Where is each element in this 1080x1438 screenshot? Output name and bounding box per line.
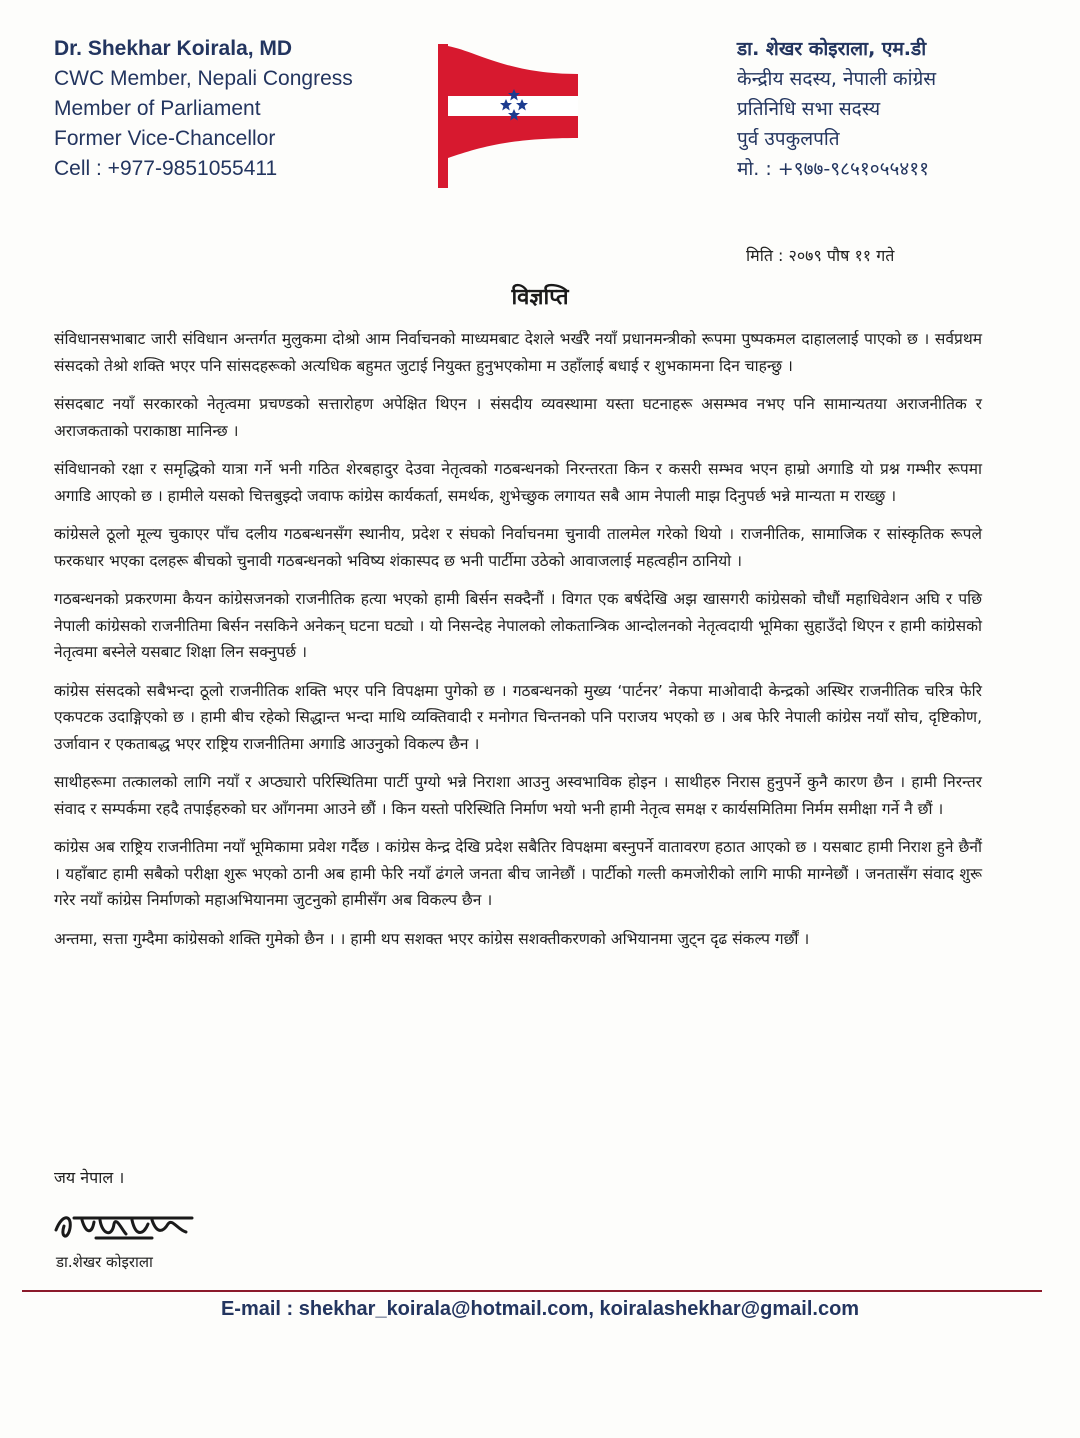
sender-position-en: Member of Parliament [54,97,261,120]
sender-name-en: Dr. Shekhar Koirala, MD [54,37,293,60]
sender-former-en: Former Vice-Chancellor [54,127,276,150]
handwritten-signature [52,1204,202,1250]
letter-date: मिति : २०७९ पौष ११ गते [746,246,895,265]
sender-role-en: CWC Member, Nepali Congress [54,67,353,90]
paragraph: संसदबाट नयाँ सरकारको नेतृत्वमा प्रचण्डको सत्तारोहण अपेक्षित थिएन । संसदीय व्यवस्थामा यस्ता घटनाहरू असम्भव नभए पनि सामान्यतया अराजनीतिक र अराजकताको पराकाष्ठा मानिन्छ । [54,395,982,440]
paragraph: अन्तमा, सत्ता गुम्दैमा कांग्रेसको शक्ति गुमेको छैन । । हामी थप सशक्त भएर कांग्रेस सशक्तीकरणको अभियानमा जुट्न दृढ संकल्प गर्छौं । [54,929,810,948]
closing-salutation: जय नेपाल । [54,1168,125,1187]
nepali-letterhead [737,34,1057,184]
sender-role-np: केन्द्रीय सदस्य, नेपाली कांग्रेस [737,68,937,90]
paragraph: कांग्रेसले ठूलो मूल्य चुकाएर पाँच दलीय गठबन्धनसँग स्थानीय, प्रदेश र संघको निर्वाचनमा चुनावी तालमेल गरेको थियो । राजनीतिक, सामाजिक र सांस्कृतिक रूपले फरकधार भएका दलहरू बीचको चुनावी गठबन्धनको भविष्य शंकास्पद छ भनी पार्टीमा उठेको आवाजलाई महत्वहीन ठानियो । [54,525,982,570]
paragraph: कांग्रेस अब राष्ट्रिय राजनीतिमा नयाँ भूमिकामा प्रवेश गर्दैछ । कांग्रेस केन्द्र देखि प्रदेश सबैतिर विपक्षमा बस्नुपर्ने वातावरण हठात आएको छ । यसबाट हामी निराश हुने छैनौं । यहाँबाट हामी सबैको परीक्षा शुरू भएको ठानी अब हामी फेरि नयाँ ढंगले जनता बीच जानेछौं । पार्टीको गल्ती कमजोरीको लागि माफी माग्नेछौं । जनतासँग संवाद शुरू गरेर नयाँ कांग्रेस निर्माणको महाअभियानमा जुटनुको हामीसँग अब विकल्प छैन । [54,838,982,909]
paragraph: साथीहरूमा तत्कालको लागि नयाँ र अप्ठ्यारो परिस्थितिमा पार्टी पुग्यो भन्ने निराशा आउनु अस्वभाविक होइन । साथीहरु निरास हुनुपर्ने कुनै कारण छैन । हामी निरन्तर संवाद र सम्पर्कमा रहदै तपाईहरुको घर आँगनमा आउने छौं । किन यस्तो परिस्थिति निर्माण भयो भनी हामी नेतृत्व समक्ष र कार्यसमितिमा निर्मम समीक्षा गर्ने नै छौं । [54,773,982,818]
signer-name: डा.शेखर कोइराला [56,1253,153,1271]
nepali-congress-flag-icon [428,38,588,188]
english-letterhead [54,34,434,184]
sender-name-np: डा. शेखर कोइराला, एम.डी [737,38,927,60]
paragraph: संविधानसभाबाट जारी संविधान अन्तर्गत मुलुकमा दोश्रो आम निर्वाचनको माध्यमबाट देशले भर्खरै नयाँ प्रधानमन्त्रीको रूपमा पुष्पकमल दाहाललाई पाएको छ । सर्वप्रथम संसदको तेश्रो शक्ति भएर पनि सांसदहरूको अत्यधिक बहुमत जुटाई नियुक्त हुनुभएकोमा म उहाँलाई बधाई र शुभकामना दिन चाहन्छु । [54,330,982,375]
paragraph: गठबन्धनको प्रकरणमा कैयन कांग्रेसजनको राजनीतिक हत्या भएको हामी बिर्सन सक्दैनौं । विगत एक बर्षदेखि अझ खासगरी कांग्रेसको चौधौं महाधिवेशन अघि र पछि नेपाली कांग्रेसको राजनीतिमा बिर्सन नसकिने अनेकन् घटना घट्यो । यो निसन्देह नेपालको लोकतान्त्रिक आन्दोलनको नेतृत्वदायी भूमिका सुहाउँदो थिएन र हामी कांग्रेसको नेतृत्वमा बस्नेले यसबाट शिक्षा लिन सक्नुपर्छ । [54,590,982,661]
letter-body [54,326,982,964]
paragraph: संविधानको रक्षा र समृद्धिको यात्रा गर्ने भनी गठित शेरबहादुर देउवा नेतृत्वको गठबन्धनको निरन्तरता किन र कसरी सम्भव भएन हाम्रो अगाडि यो प्रश्न गम्भीर रूपमा अगाडि आएको छ । हामीले यसको चित्तबुझ्दो जवाफ कांग्रेस कार्यकर्ता, समर्थक, शुभेच्छुक लगायत सबै आम नेपाली माझ दिनुपर्छ भन्ने मान्यता म राख्छु । [54,460,982,505]
letter-title: विज्ञप्ति [511,285,569,310]
sender-former-np: पुर्व उपकुलपति [737,128,840,150]
footer-email: E-mail : shekhar_koirala@hotmail.com, koiralashekhar@gmail.com [220,1298,860,1320]
sender-cell-np: मो. : +९७७-९८५१०५५४११ [737,158,930,180]
footer-rule [22,1290,1042,1292]
sender-position-np: प्रतिनिधि सभा सदस्य [737,98,881,120]
paragraph: कांग्रेस संसदको सबैभन्दा ठूलो राजनीतिक शक्ति भएर पनि विपक्षमा पुगेको छ । गठबन्धनको मुख्य ‘पार्टनर’ नेकपा माओवादी केन्द्रको अस्थिर राजनीतिक चरित्र फेरि एकपटक उदाङ्गिएको छ । हामी बीच रहेको सिद्धान्त भन्दा माथि व्यक्तिवादी र मनोगत चिन्तनको पनि पराजय भएको छ । अब फेरि नेपाली कांग्रेस नयाँ सोच, दृष्टिकोण, उर्जावान र एकताबद्ध भएर राष्ट्रिय राजनीतिमा अगाडि आउनुको विकल्प छैन । [54,681,982,753]
sender-cell-en: Cell : +977-9851055411 [54,157,278,180]
